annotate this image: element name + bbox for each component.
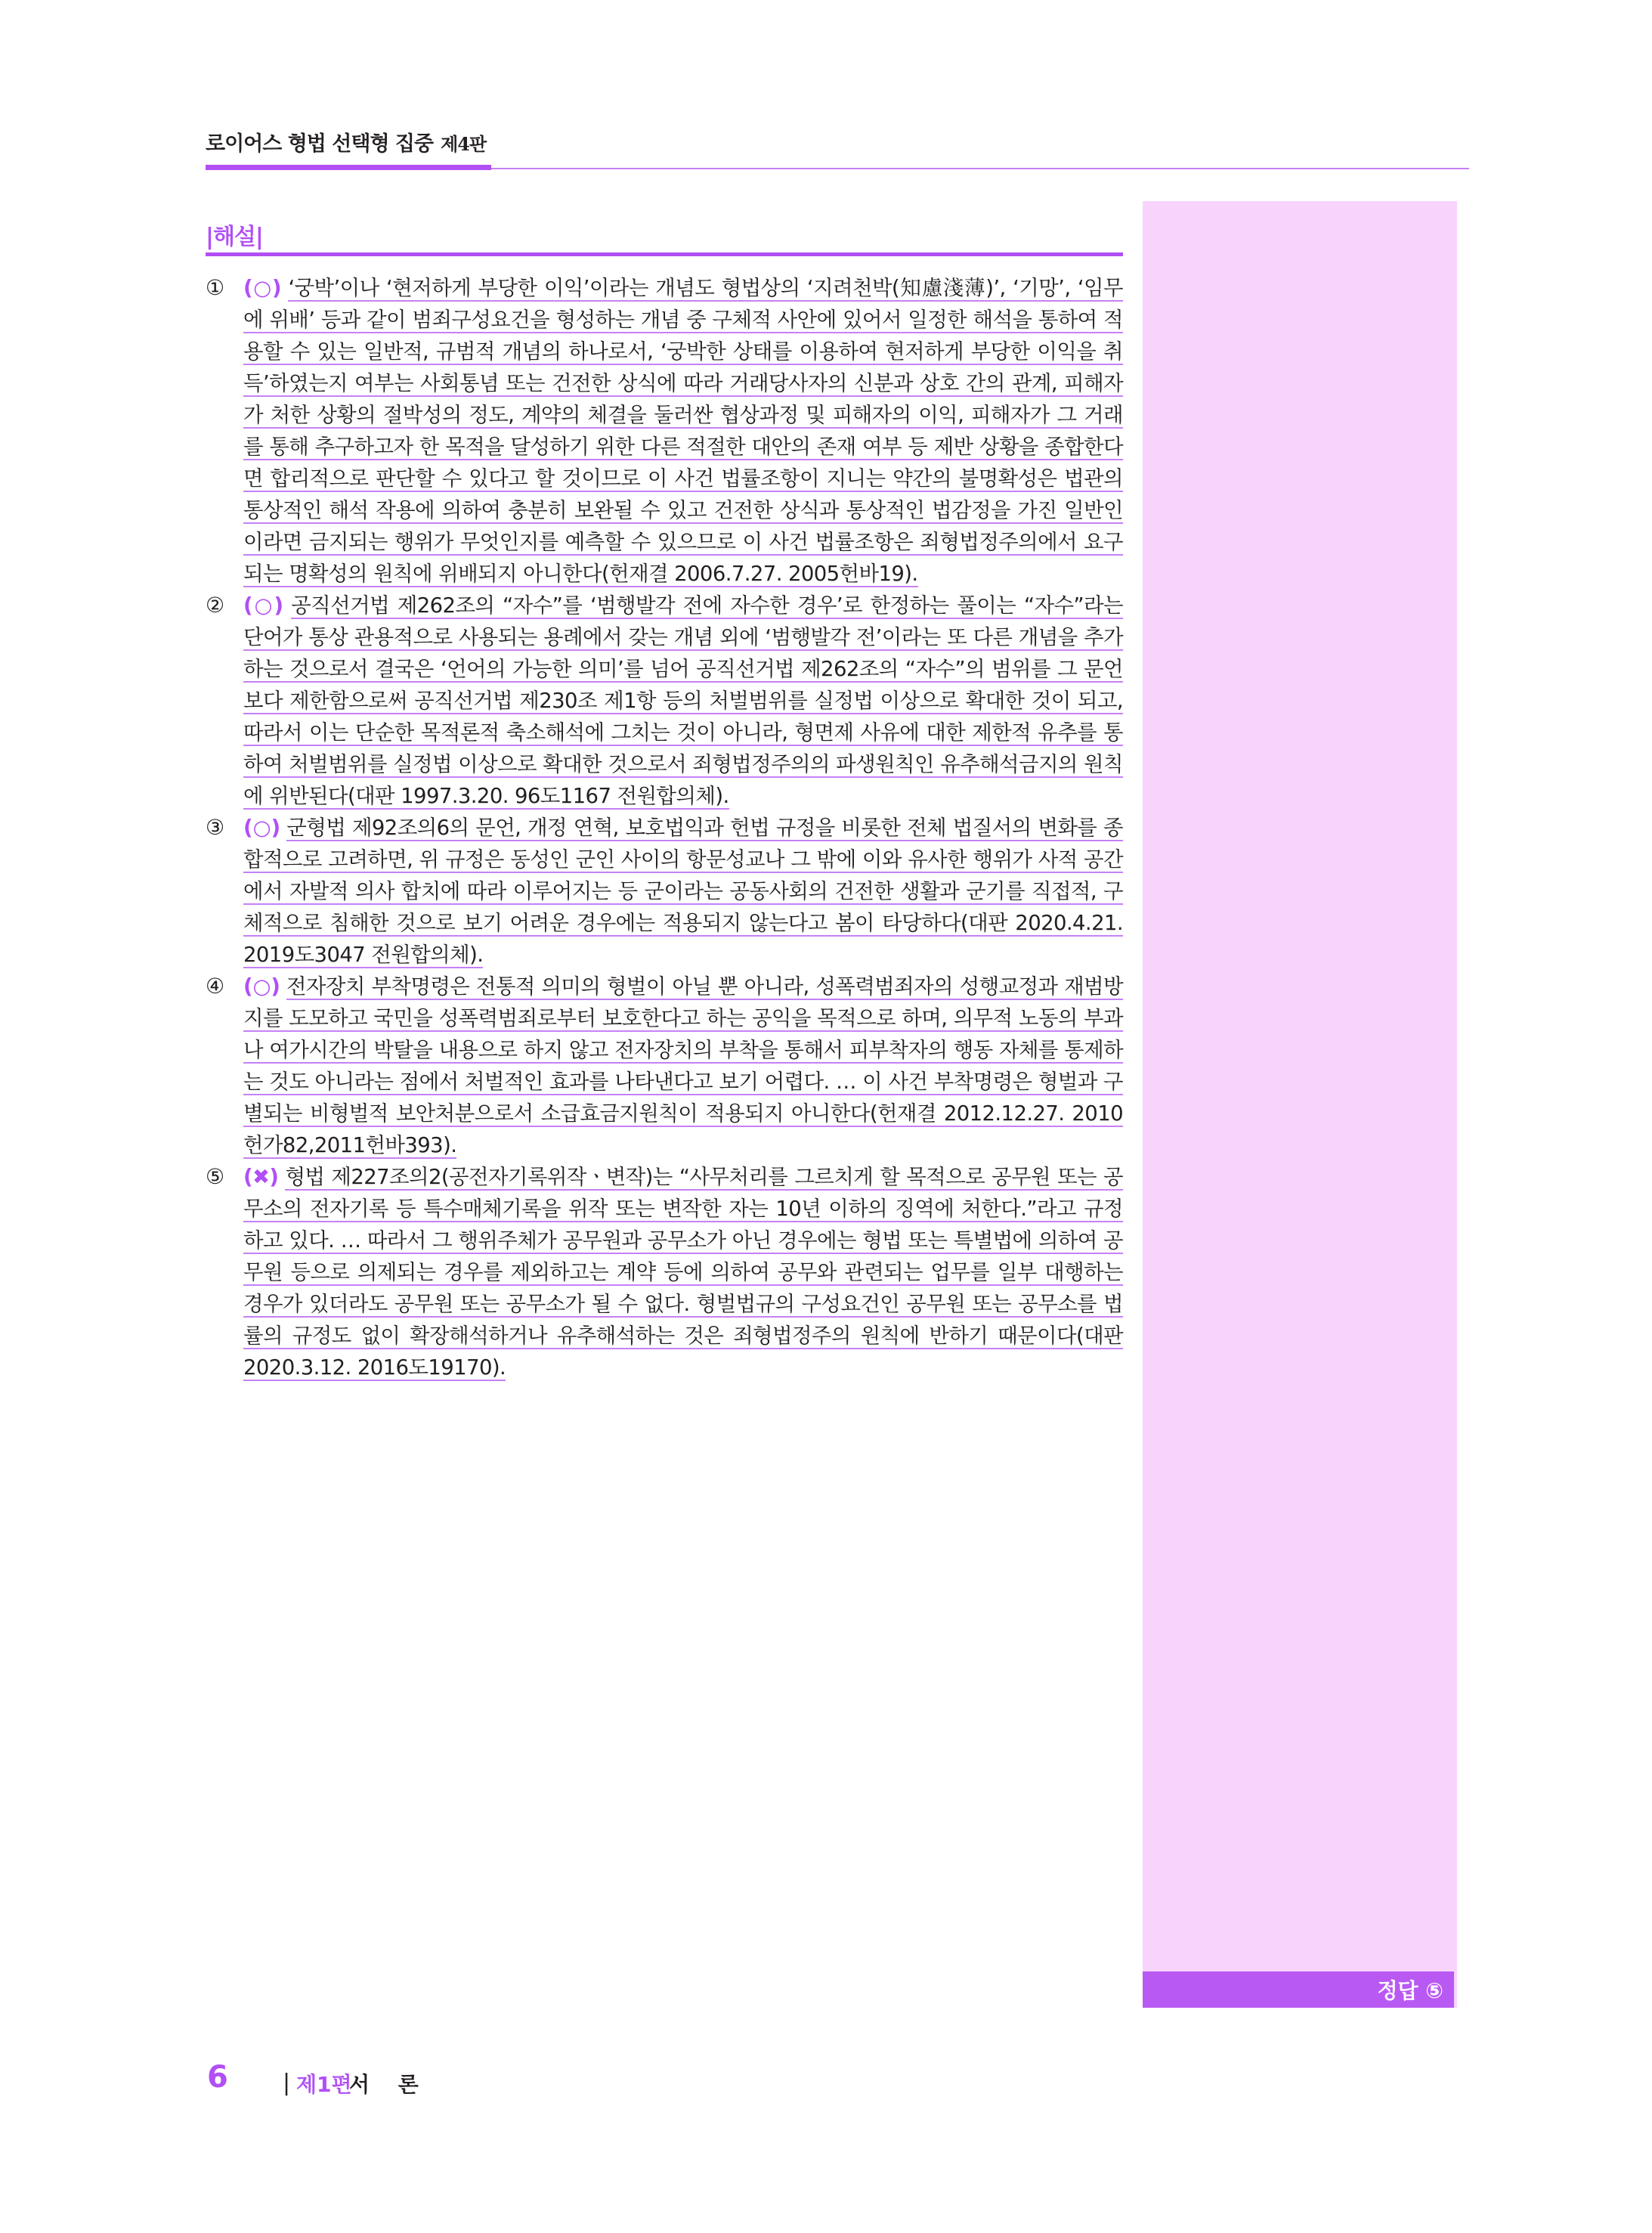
- section-rule: [206, 252, 1123, 256]
- answer-label: 정답 ⑤: [1377, 1978, 1443, 2003]
- explanation-list: [206, 272, 1123, 1383]
- running-header: [206, 127, 486, 156]
- header-rule-accent: [206, 165, 491, 170]
- footer-separator: |: [283, 2070, 291, 2096]
- explanation-item-2: [206, 590, 1123, 812]
- item-text: 형법 제227조의2(공전자기록위작ㆍ변작)는 “사무처리를 그르치게 할 목적으로 공무원 또는 공무소의 전자기록 등 특수매체기록을 위작 또는 변작한 자는 10년 이하의 징역에 처한다.”라고 규정하고 있다. … 따라서 그 행위주체가 공무원과 공무소가 아닌 경우에는 형법 또는 특별법에 의하여 공무원 등으로 의제되는 경우를 제외하고는 계약 등에 의하여 공무와 관련되는 업무를 일부 대행하는 경우가 있더라도 공무원 또는 공무소가 될 수 없다. 형벌법규의 구성요건인 공무원 또는 공무소를 법률의 규정도 없이 확장해석하거나 유추해석하는 것은 죄형법정주의 원칙에 반하기 때문이다(대판 2020.3.12. 2016도19170).: [243, 1165, 1123, 1380]
- edition: 제4판: [441, 133, 487, 155]
- item-number: ②: [206, 593, 224, 618]
- explanation-item-4: [206, 971, 1123, 1161]
- footer-chapter: 서 론: [349, 2072, 429, 2097]
- memo-sidebar: [1143, 201, 1457, 2008]
- item-number: ⑤: [206, 1164, 224, 1189]
- ox-mark: (✖): [243, 1165, 279, 1189]
- answer-badge: [1143, 1971, 1454, 2008]
- item-text: 공직선거법 제262조의 “자수”를 ‘범행발각 전에 자수한 경우’로 한정하는 풀이는 “자수”라는 단어가 통상 관용적으로 사용되는 용례에서 갖는 개념 외에 ‘범행발각 전’이라는 또 다른 개념을 추가하는 것으로서 결국은 ‘언어의 가능한 의미’를 넘어 공직선거법 제262조의 “자수”의 범위를 그 문언보다 제한함으로써 공직선거법 제230조 제1항 등의 처벌범위를 실정법 이상으로 확대한 것이 되고, 따라서 이는 단순한 목적론적 축소해석에 그치는 것이 아니라, 형면제 사유에 대한 제한적 유추를 통하여 처벌범위를 실정법 이상으로 확대한 것으로서 죄형법정주의의 파생원칙인 유추해석금지의 원칙에 위반된다(대판 1997.3.20. 96도1167 전원합의체).: [243, 593, 1123, 808]
- explanation-item-5: [206, 1161, 1123, 1383]
- footer-part: 제1편: [296, 2072, 352, 2097]
- item-number: ①: [206, 275, 224, 300]
- page-number: 6: [207, 2060, 228, 2095]
- item-text: 군형법 제92조의6의 문언, 개정 연혁, 보호법익과 헌법 규정을 비롯한 전체 법질서의 변화를 종합적으로 고려하면, 위 규정은 동성인 군인 사이의 항문성교나 그 밖에 이와 유사한 행위가 사적 공간에서 자발적 의사 합치에 따라 이루어지는 등 군이라는 공동사회의 건전한 생활과 군기를 직접적, 구체적으로 침해한 것으로 보기 어려운 경우에는 적용되지 않는다고 봄이 타당하다(대판 2020.4.21. 2019도3047 전원합의체).: [243, 816, 1123, 967]
- explanation-item-1: [206, 272, 1123, 590]
- item-number: ③: [206, 815, 224, 840]
- book-title: 로이어스 형법 선택형 집중: [206, 132, 434, 156]
- item-text: ‘궁박’이나 ‘현저하게 부당한 이익’이라는 개념도 형법상의 ‘지려천박(知慮淺薄)’, ‘기망’, ‘임무에 위배’ 등과 같이 범죄구성요건을 형성하는 개념 중 구체적 사안에 있어서 일정한 해석을 통하여 적용할 수 있는 일반적, 규범적 개념의 하나로서, ‘궁박한 상태를 이용하여 현저하게 부당한 이익을 취득’하였는지 여부는 사회통념 또는 건전한 상식에 따라 거래당사자의 신분과 상호 간의 관계, 피해자가 처한 상황의 절박성의 정도, 계약의 체결을 둘러싼 협상과정 및 피해자의 이익, 피해자가 그 거래를 통해 추구하고자 한 목적을 달성하기 위한 다른 적절한 대안의 존재 여부 등 제반 상황을 종합한다면 합리적으로 판단할 수 있다고 할 것이므로 이 사건 법률조항이 지니는 약간의 불명확성은 법관의 통상적인 해석 작용에 의하여 충분히 보완될 수 있고 건전한 상식과 통상적인 법감정을 가진 일반인이라면 금지되는 행위가 무엇인지를 예측할 수 있으므로 이 사건 법률조항은 죄형법정주의에서 요구되는 명확성의 원칙에 위배되지 아니한다(헌재결 2006.7.27. 2005헌바19).: [243, 276, 1123, 586]
- section-title: |해설|: [206, 224, 263, 250]
- ox-mark: (○): [243, 816, 280, 840]
- item-text: 전자장치 부착명령은 전통적 의미의 형벌이 아닐 뿐 아니라, 성폭력범죄자의 성행교정과 재범방지를 도모하고 국민을 성폭력범죄로부터 보호한다고 하는 공익을 목적으로 하며, 의무적 노동의 부과나 여가시간의 박탈을 내용으로 하지 않고 전자장치의 부착을 통해서 피부착자의 행동 자체를 통제하는 것도 아니라는 점에서 처벌적인 효과를 나타낸다고 보기 어렵다. … 이 사건 부착명령은 형벌과 구별되는 비형벌적 보안처분으로서 소급효금지원칙이 적용되지 아니한다(헌재결 2012.12.27. 2010헌가82,2011헌바393).: [243, 974, 1123, 1157]
- ox-mark: (○): [243, 276, 281, 300]
- ox-mark: (○): [243, 974, 280, 999]
- item-number: ④: [206, 974, 224, 999]
- ox-mark: (○): [243, 593, 283, 618]
- explanation-item-3: [206, 812, 1123, 971]
